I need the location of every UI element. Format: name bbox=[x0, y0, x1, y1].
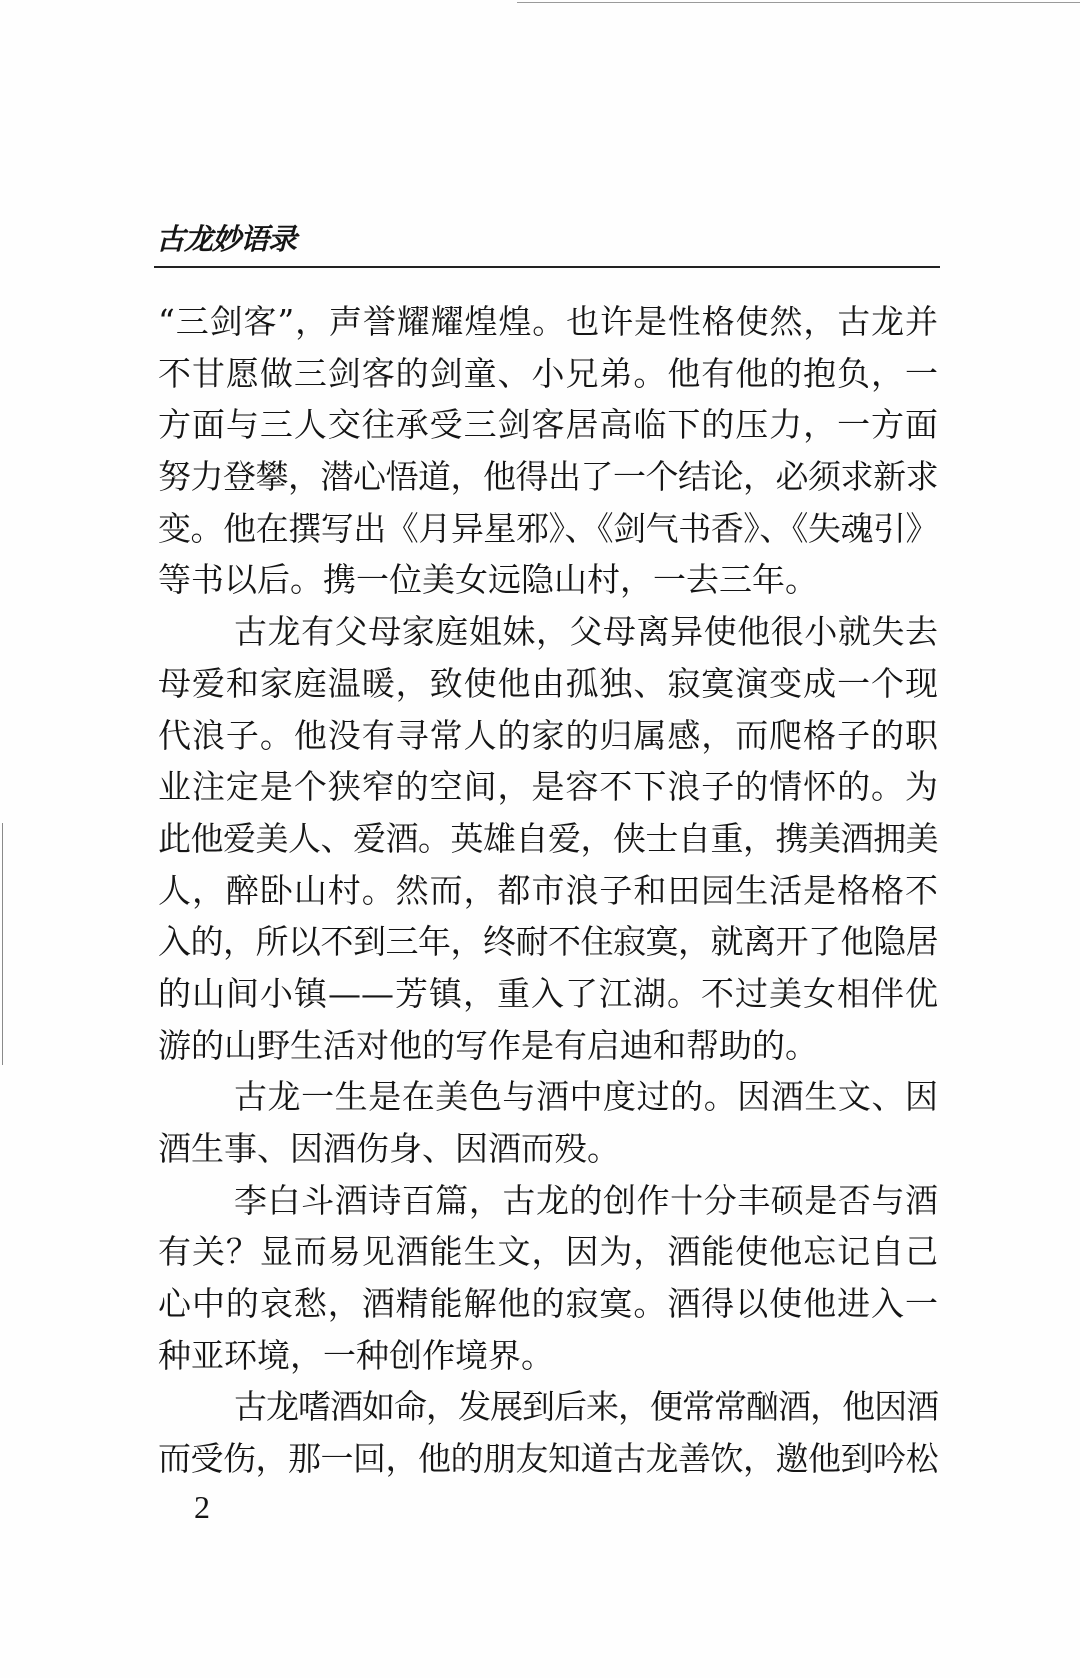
text-line: 有关？显而易见酒能生文，因为，酒能使他忘记自己 bbox=[158, 1232, 938, 1272]
text-line: 入的，所以不到三年，终耐不住寂寞，就离开了他隐居 bbox=[158, 922, 938, 962]
text-line: 代浪子。他没有寻常人的家的归属感，而爬格子的职 bbox=[158, 715, 938, 755]
running-header: 古龙妙语录 bbox=[156, 222, 297, 256]
paragraph bbox=[158, 296, 938, 606]
text-line: 努力登攀，潜心悟道，他得出了一个结论，必须求新求 bbox=[158, 457, 938, 497]
text-line: 的山间小镇——芳镇，重入了江湖。不过美女相伴优 bbox=[158, 973, 938, 1013]
text-line: 心中的哀愁，酒精能解他的寂寞。酒得以使他进入一 bbox=[158, 1284, 938, 1324]
scan-edge-line bbox=[517, 2, 1080, 3]
text-line: 游的山野生活对他的写作是有启迪和帮助的。 bbox=[158, 1025, 818, 1065]
text-line: 李白斗酒诗百篇，古龙的创作十分丰硕是否与酒 bbox=[234, 1180, 938, 1220]
text-line: 人，醉卧山村。然而，都市浪子和田园生活是格格不 bbox=[158, 870, 938, 910]
text-line: 古龙一生是在美色与酒中度过的。因酒生文、因 bbox=[234, 1077, 938, 1117]
text-line: 不甘愿做三剑客的剑童、小兄弟。他有他的抱负，一 bbox=[158, 353, 938, 393]
text-line: 业注定是个狭窄的空间，是容不下浪子的情怀的。为 bbox=[158, 767, 938, 807]
text-line: 种亚环境，一种创作境界。 bbox=[158, 1335, 554, 1375]
paragraph bbox=[158, 1175, 938, 1382]
text-line: “三剑客”，声誉耀耀煌煌。也许是性格使然，古龙并 bbox=[158, 302, 938, 341]
paragraph bbox=[158, 606, 938, 1071]
text-line: 变。他在撰写出《月异星邪》、《剑气书香》、《失魂引》 bbox=[158, 508, 938, 548]
text-line: 而受伤，那一回，他的朋友知道古龙善饮，邀他到吟松 bbox=[158, 1439, 938, 1479]
text-line: 母爱和家庭温暖，致使他由孤独、寂寞演变成一个现 bbox=[158, 663, 938, 703]
page-number: 2 bbox=[194, 1489, 210, 1525]
text-line: 古龙有父母家庭姐妹，父母离异使他很小就失去 bbox=[234, 612, 938, 652]
text-line: 酒生事、因酒伤身、因酒而殁。 bbox=[158, 1129, 620, 1168]
body-text bbox=[158, 296, 938, 1485]
header-rule bbox=[154, 266, 940, 268]
paragraph bbox=[158, 1381, 938, 1484]
paragraph bbox=[158, 1071, 938, 1174]
text-line: 此他爱美人、爱酒。英雄自爱，侠士自重，携美酒拥美 bbox=[158, 818, 938, 858]
text-line: 等书以后。携一位美女远隐山村，一去三年。 bbox=[158, 560, 818, 600]
scan-margin-line bbox=[2, 823, 3, 1065]
text-line: 古龙嗜酒如命，发展到后来，便常常酗酒，他因酒 bbox=[234, 1387, 938, 1427]
text-line: 方面与三人交往承受三剑客居高临下的压力，一方面 bbox=[158, 405, 938, 445]
